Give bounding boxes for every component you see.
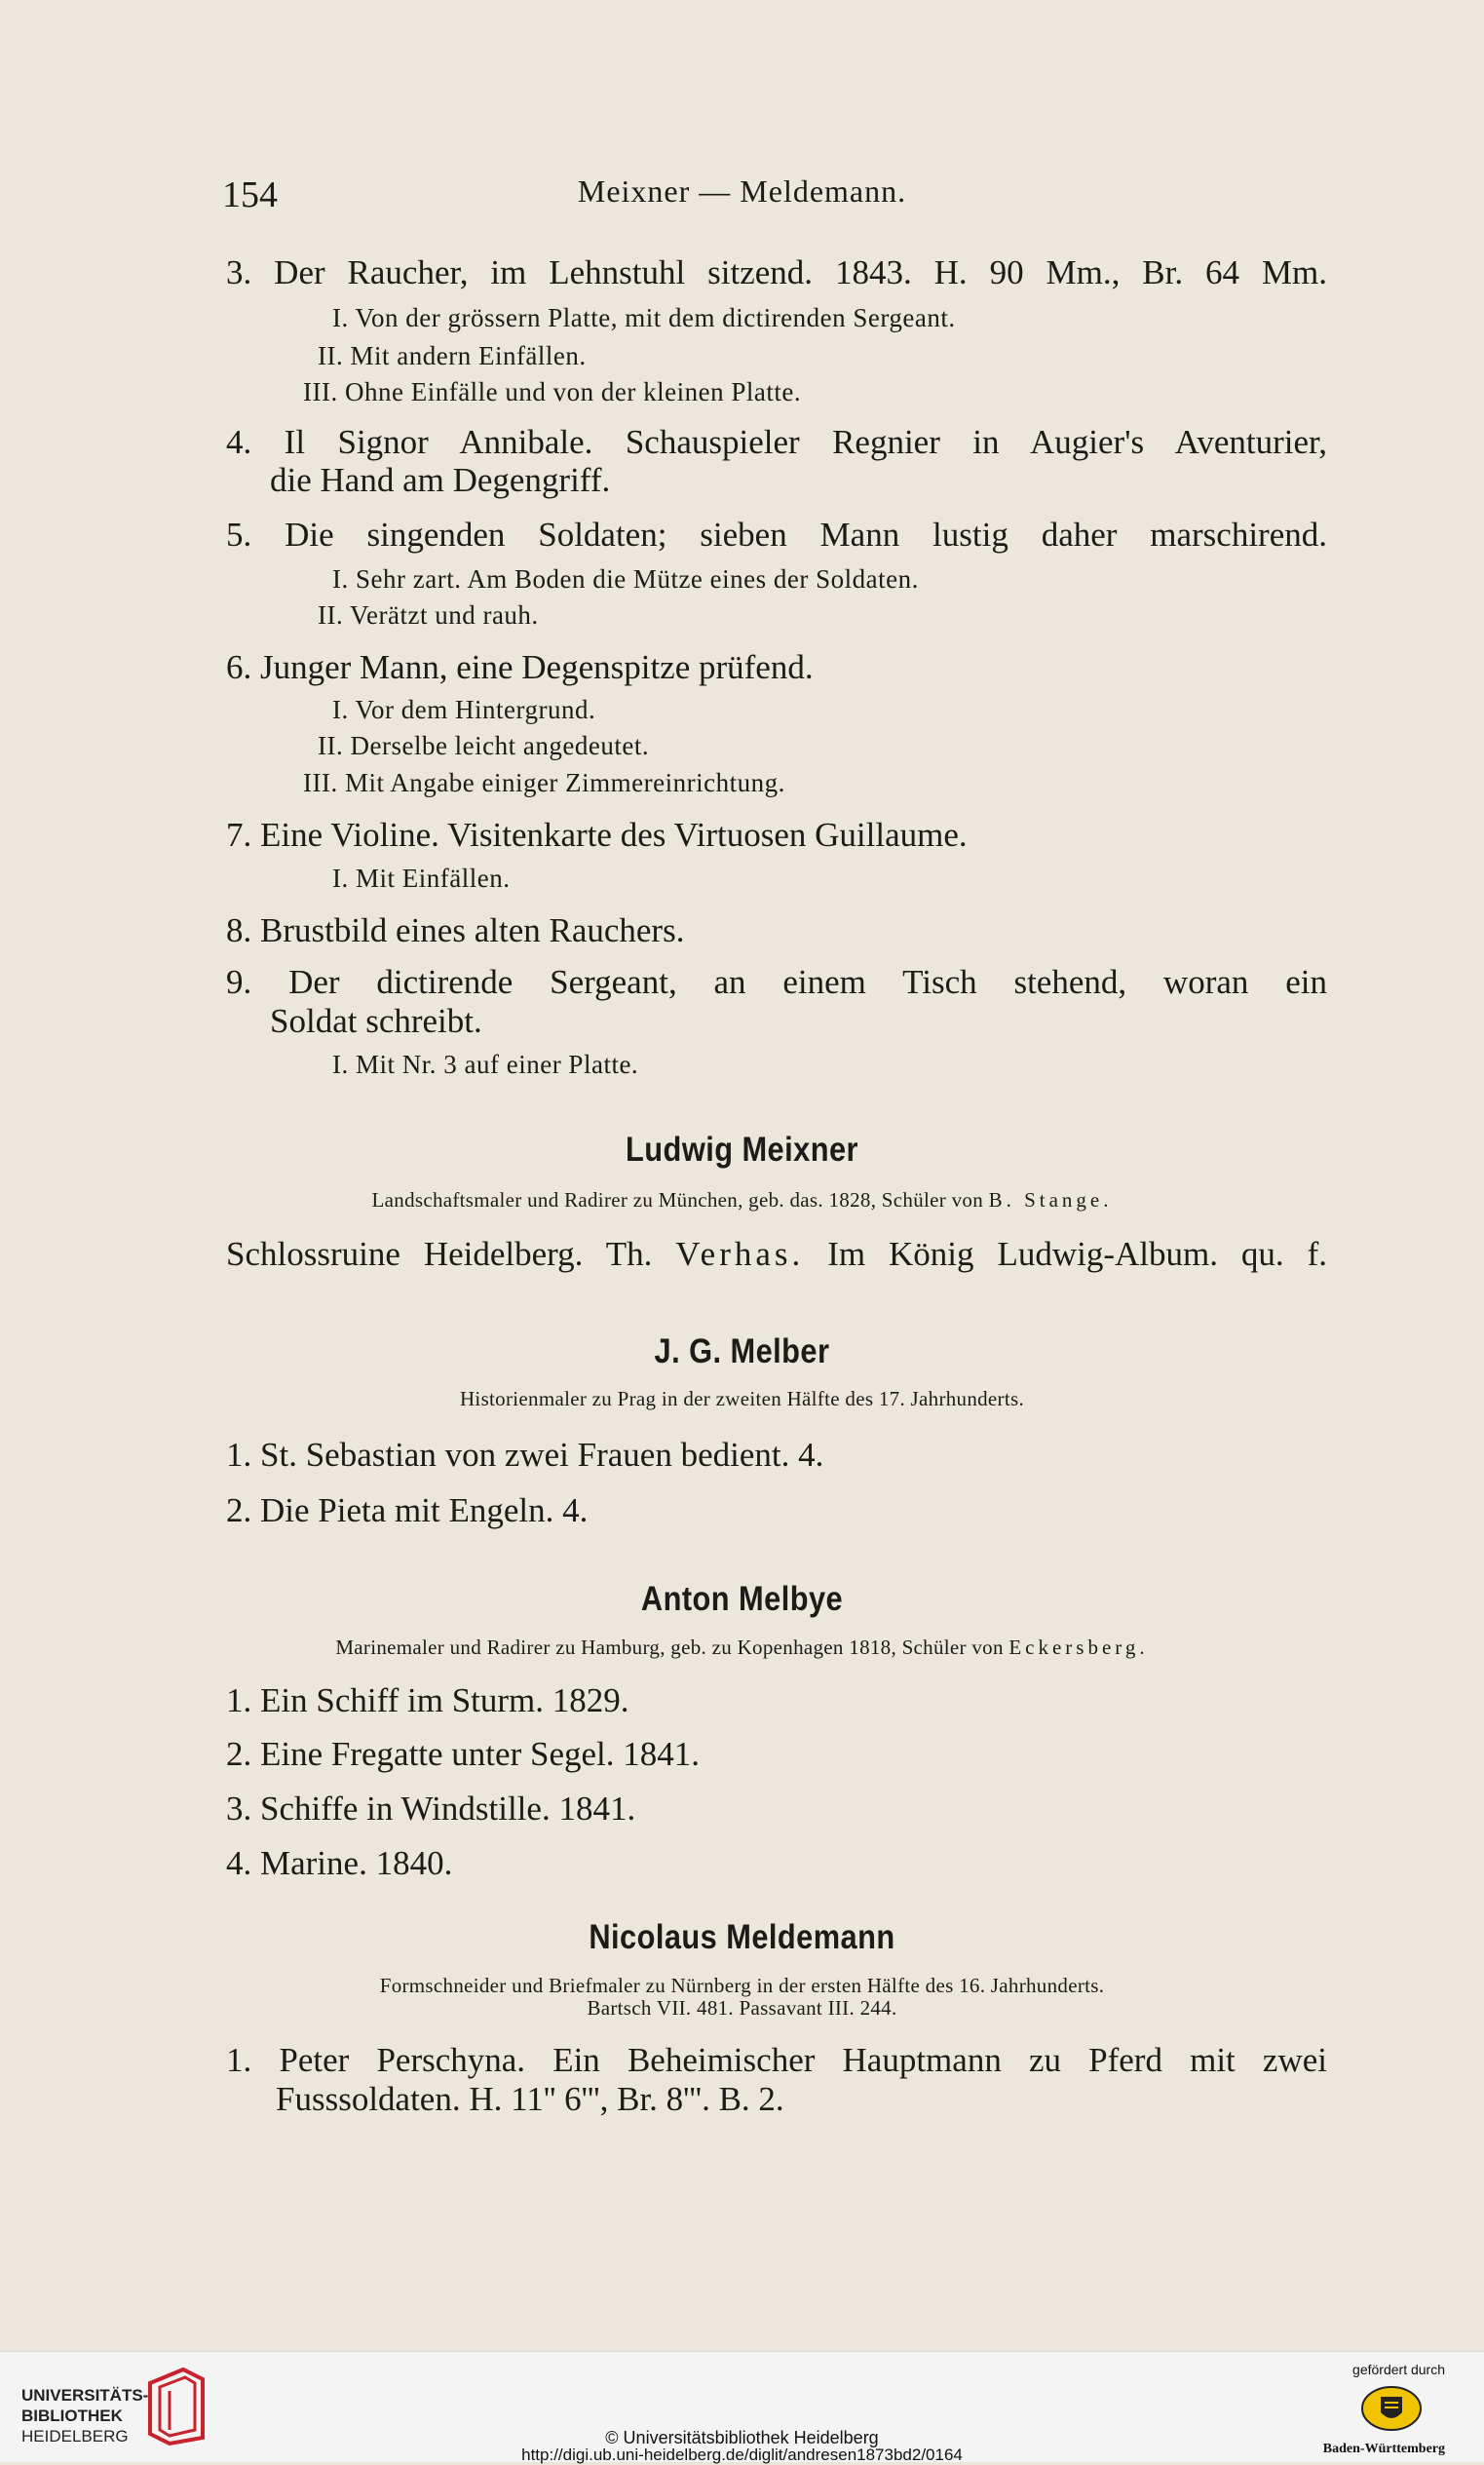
entry-8: 8. Brustbild eines alten Rauchers. xyxy=(226,911,685,949)
melbye-desc-text: Marinemaler und Radirer zu Hamburg, geb. zu Kopenhagen 1818, Schüler von xyxy=(335,1636,1009,1659)
section-heading-nicolaus-meldemann: Nicolaus Meldemann xyxy=(589,1918,895,1956)
sponsor-name: Baden-Württemberg xyxy=(1322,2442,1445,2456)
entry-3-state-3: III. Ohne Einfälle und von der kleinen Platte. xyxy=(303,377,802,406)
entry-3-state-2: II. Mit andern Einfällen. xyxy=(318,341,587,370)
ludwig-meixner-description xyxy=(0,1188,1484,1213)
entry-6-state-2: II. Derselbe leicht angedeutet. xyxy=(318,731,650,760)
entry-9-state-1: I. Mit Nr. 3 auf einer Platte. xyxy=(332,1050,639,1079)
library-name-line-3: HEIDELBERG xyxy=(21,2427,129,2446)
melbye-item-2: 2. Eine Fregatte unter Segel. 1841. xyxy=(226,1735,700,1773)
entry-6-state-3: III. Mit Angabe einiger Zimmereinrichtung. xyxy=(303,768,785,797)
entry-9-line-1: 9. Der dictirende Sergeant, an einem Tisch stehend, woran ein xyxy=(226,963,1327,1001)
melbye-item-4: 4. Marine. 1840. xyxy=(226,1844,453,1882)
meldemann-item-1-line-2: Fusssoldaten. H. 11'' 6''', Br. 8'''. B. 2. xyxy=(276,2080,784,2118)
sponsor-label: gefördert durch xyxy=(1352,2362,1445,2377)
library-name-line-2: BIBLIOTHEK xyxy=(21,2407,123,2425)
melber-description: Historienmaler zu Prag in der zweiten Hälfte des 17. Jahrhunderts. xyxy=(459,1387,1025,1410)
section-heading-ludwig-meixner: Ludwig Meixner xyxy=(626,1131,858,1169)
entry-4-line-2: die Hand am Degengriff. xyxy=(270,461,611,499)
entry-6-state-1: I. Vor dem Hintergrund. xyxy=(332,695,596,724)
melbye-item-3: 3. Schiffe in Windstille. 1841. xyxy=(226,1790,636,1828)
section-heading-anton-melbye: Anton Melbye xyxy=(640,1580,844,1618)
entry-5-state-2: II. Verätzt und rauh. xyxy=(318,600,539,630)
ludwig-meixner-entry xyxy=(226,1234,1327,1275)
meldemann-description-2: Bartsch VII. 481. Passavant III. 244. xyxy=(587,1996,897,2020)
meldemann-description-1: Formschneider und Briefmaler zu Nürnberg in der ersten Hälfte des 16. Jahrhunderts. xyxy=(379,1974,1105,1997)
melbye-teacher-name: Eckersberg. xyxy=(1008,1636,1149,1659)
ludwig-entry-verhas: Verhas. xyxy=(675,1235,805,1273)
entry-5: 5. Die singenden Soldaten; sieben Mann lustig daher marschirend. xyxy=(226,516,1327,554)
meldemann-item-1-line-1: 1. Peter Perschyna. Ein Beheimischer Hauptmann zu Pferd mit zwei xyxy=(226,2041,1327,2079)
digitization-footer xyxy=(0,2351,1484,2462)
entry-6: 6. Junger Mann, eine Degenspitze prüfend. xyxy=(226,648,814,686)
entry-3-state-1: I. Von der grössern Platte, mit dem dictirenden Sergeant. xyxy=(332,303,956,332)
ludwig-teacher-name: B. Stange. xyxy=(988,1188,1113,1212)
ludwig-entry-text-c: Im König Ludwig-Album. qu. f. xyxy=(804,1235,1327,1273)
entry-4-line-1: 4. Il Signor Annibale. Schauspieler Regnier in Augier's Aventurier, xyxy=(226,423,1327,461)
copyright-notice: © Universitätsbibliothek Heidelberg xyxy=(605,2428,879,2447)
permalink-url[interactable]: http://digi.ub.uni-heidelberg.de/diglit/andresen1873bd2/0164 xyxy=(521,2446,963,2464)
page-number: 154 xyxy=(222,174,278,215)
ludwig-desc-text: Landschaftsmaler und Radirer zu München, geb. das. 1828, Schüler von xyxy=(371,1188,989,1212)
entry-9-line-2: Soldat schreibt. xyxy=(270,1002,482,1040)
ludwig-entry-text-a: Schlossruine Heidelberg. Th. xyxy=(226,1235,676,1273)
entry-7-state-1: I. Mit Einfällen. xyxy=(332,864,511,893)
page-header xyxy=(0,173,1484,222)
melbye-description xyxy=(0,1636,1484,1660)
entry-5-state-1: I. Sehr zart. Am Boden die Mütze eines der Soldaten. xyxy=(332,564,919,594)
entry-7: 7. Eine Violine. Visitenkarte des Virtuosen Guillaume. xyxy=(226,816,968,854)
library-name-line-1: UNIVERSITÄTS- xyxy=(21,2386,149,2405)
section-heading-jg-melber: J. G. Melber xyxy=(654,1332,830,1370)
running-title: Meixner — Meldemann. xyxy=(577,173,907,209)
melbye-item-1: 1. Ein Schiff im Sturm. 1829. xyxy=(226,1681,629,1719)
melber-item-1: 1. St. Sebastian von zwei Frauen bedient. 4. xyxy=(226,1436,824,1474)
baden-wuerttemberg-crest-icon xyxy=(1359,2383,1424,2434)
melber-item-2: 2. Die Pieta mit Engeln. 4. xyxy=(226,1491,589,1529)
entry-3: 3. Der Raucher, im Lehnstuhl sitzend. 1843. H. 90 Mm., Br. 64 Mm. xyxy=(226,253,1327,291)
